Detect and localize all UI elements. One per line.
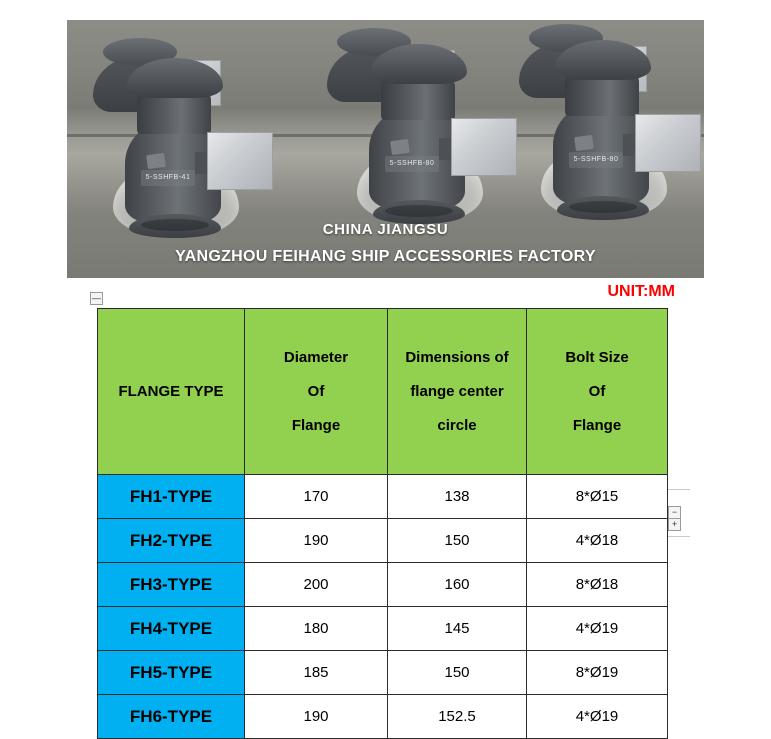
- cell-diameter: 180: [245, 607, 388, 651]
- unit-label: UNIT:MM: [607, 283, 675, 300]
- column-header-flange-type: [98, 309, 245, 475]
- cell-diameter: 190: [245, 695, 388, 739]
- cell-center-circle: 138: [388, 475, 527, 519]
- cell-center-circle: 152.5: [388, 695, 527, 739]
- table-row: [98, 607, 668, 651]
- cell-diameter: 200: [245, 563, 388, 607]
- cell-diameter: 190: [245, 519, 388, 563]
- guide-line-right-top: [668, 489, 690, 490]
- cell-bolt-size: 4*Ø19: [527, 607, 668, 651]
- column-header-center-circle: [388, 309, 527, 475]
- valve-badge-icon: [146, 153, 166, 169]
- column-header-diameter: [245, 309, 388, 475]
- header-line: Flange: [572, 416, 622, 434]
- valve-badge-icon: [574, 135, 594, 151]
- cell-bolt-size: 4*Ø18: [527, 519, 668, 563]
- cell-bolt-size: 8*Ø15: [527, 475, 668, 519]
- cell-center-circle: 160: [388, 563, 527, 607]
- table-row: [98, 475, 668, 519]
- product-photo-banner: [67, 20, 704, 278]
- header-line: FLANGE TYPE: [118, 382, 224, 400]
- table-row: [98, 563, 668, 607]
- cell-diameter: 170: [245, 475, 388, 519]
- header-line: circle: [437, 416, 477, 434]
- cell-flange-type: FH4-TYPE: [98, 607, 245, 651]
- table-header-row: [98, 309, 668, 475]
- valve-badge-icon: [390, 139, 410, 155]
- banner-caption-company: YANGZHOU FEIHANG SHIP ACCESSORIES FACTORY: [175, 248, 596, 265]
- handle-top-left[interactable]: —: [92, 293, 101, 303]
- valve-tag-label: 5-SSHFB-80: [385, 156, 439, 172]
- table-row: [98, 695, 668, 739]
- valve-tag-label: 5-SSHFB-41: [141, 170, 195, 186]
- cell-diameter: 185: [245, 651, 388, 695]
- cell-flange-type: FH5-TYPE: [98, 651, 245, 695]
- column-header-bolt-size: [527, 309, 668, 475]
- cell-flange-type: FH2-TYPE: [98, 519, 245, 563]
- header-line: Bolt Size: [565, 348, 629, 366]
- valve-tag-label: 5-SSHFB-80: [569, 152, 623, 168]
- table-row: [98, 651, 668, 695]
- cell-center-circle: 150: [388, 651, 527, 695]
- header-line: Flange: [291, 416, 341, 434]
- flange-spec-table: [97, 308, 668, 739]
- cell-flange-type: FH1-TYPE: [98, 475, 245, 519]
- header-line: Dimensions of: [405, 348, 509, 366]
- cell-bolt-size: 4*Ø19: [527, 695, 668, 739]
- cell-center-circle: 150: [388, 519, 527, 563]
- header-line: flange center: [410, 382, 504, 400]
- cell-flange-type: FH6-TYPE: [98, 695, 245, 739]
- header-line: Of: [307, 382, 325, 400]
- header-line: Of: [588, 382, 606, 400]
- banner-caption-country: CHINA JIANGSU: [322, 221, 449, 238]
- header-line: Diameter: [283, 348, 349, 366]
- cell-bolt-size: 8*Ø18: [527, 563, 668, 607]
- cell-flange-type: FH3-TYPE: [98, 563, 245, 607]
- cell-bolt-size: 8*Ø19: [527, 651, 668, 695]
- cell-center-circle: 145: [388, 607, 527, 651]
- handle-right-plus[interactable]: +: [668, 518, 681, 531]
- handle-right-minus[interactable]: −: [668, 506, 681, 519]
- guide-line-right-bottom: [668, 536, 690, 537]
- table-row: [98, 519, 668, 563]
